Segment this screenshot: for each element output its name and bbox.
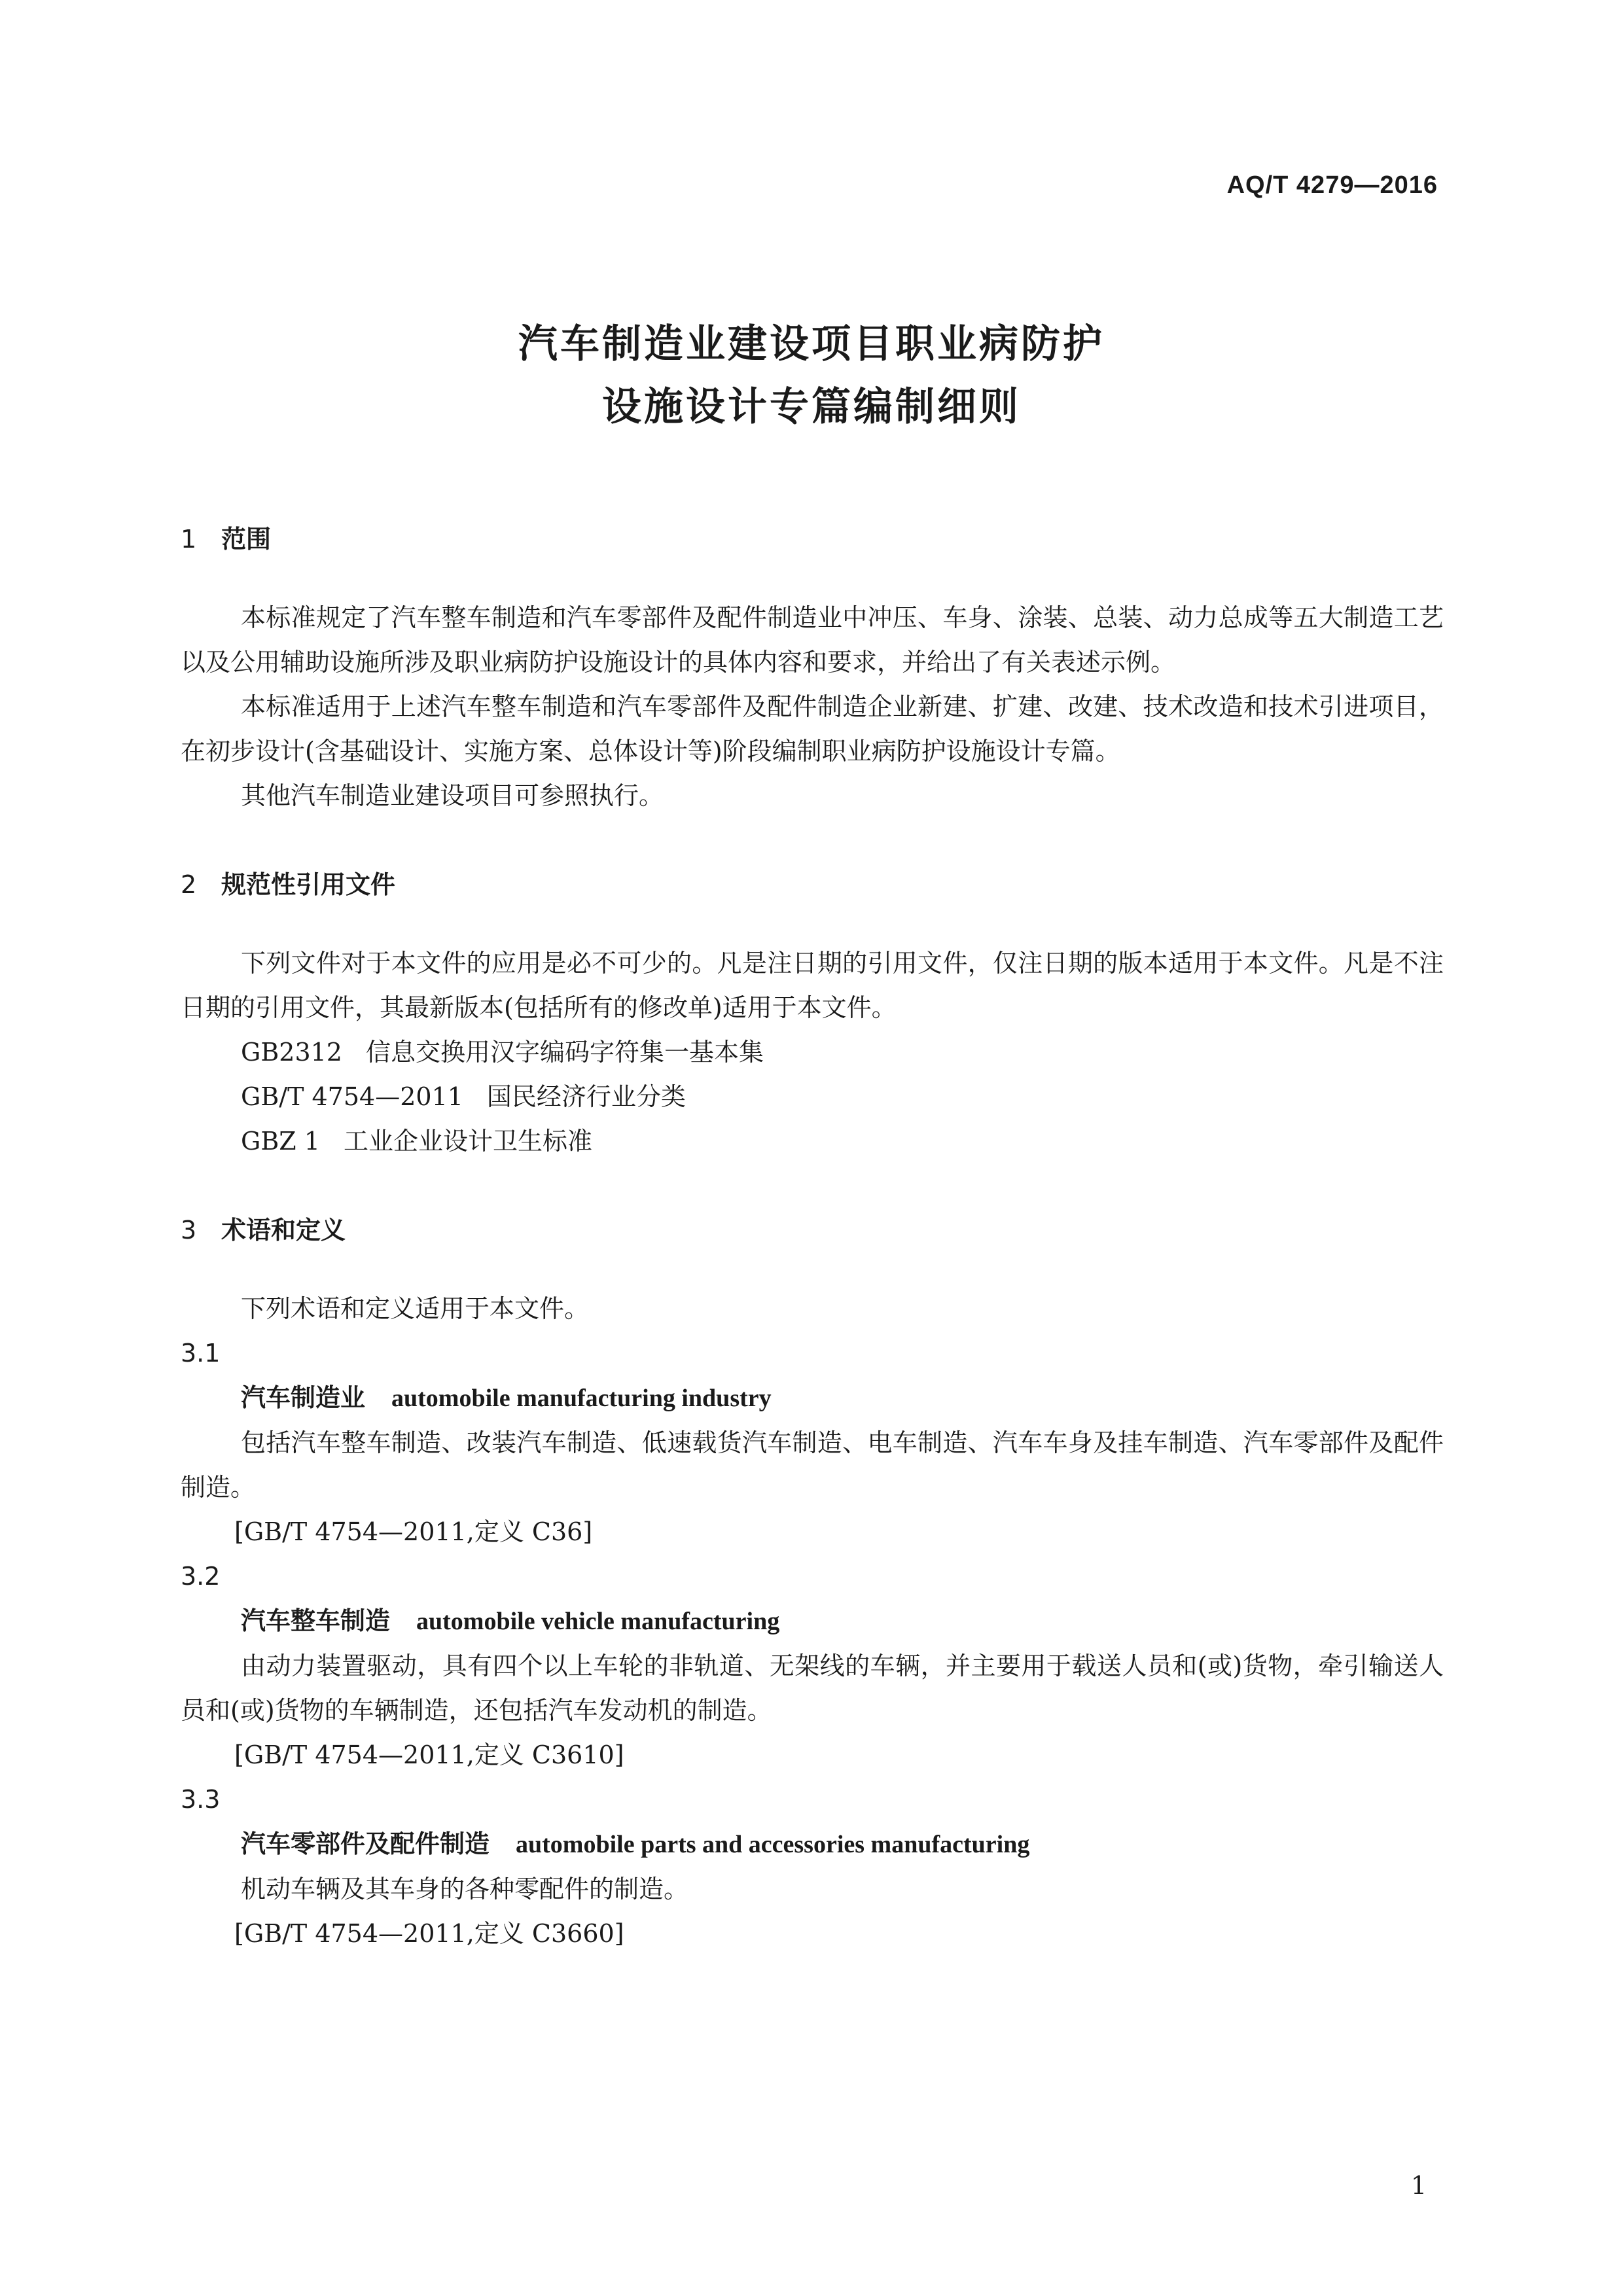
section-3-heading bbox=[181, 1208, 1444, 1252]
section-title: 规范性引用文件 bbox=[221, 870, 396, 899]
term-number: 3.1 bbox=[181, 1339, 221, 1368]
term-source: [GB/T 4754—2011,定义 C3660] bbox=[234, 1919, 624, 1948]
term-definition: 机动车辆及其车身的各种零配件的制造。 bbox=[241, 1875, 689, 1903]
title-line-1: 汽车制造业建设项目职业病防护 bbox=[518, 321, 1105, 367]
reference-item bbox=[181, 1119, 1444, 1163]
section-number: 2 bbox=[181, 870, 197, 899]
reference-item bbox=[181, 1030, 1444, 1074]
term-zh: 汽车零部件及配件制造 bbox=[241, 1829, 490, 1858]
term-number: 3.2 bbox=[181, 1562, 221, 1591]
paragraph: 下列术语和定义适用于本文件。 bbox=[241, 1294, 590, 1323]
section-2-heading bbox=[181, 862, 1444, 907]
section-1-heading bbox=[181, 517, 1444, 561]
term-heading bbox=[181, 1822, 1444, 1867]
term-en: automobile vehicle manufacturing bbox=[416, 1608, 780, 1635]
document-title bbox=[0, 313, 1623, 438]
term-zh: 汽车整车制造 bbox=[241, 1606, 391, 1635]
term-definition: 包括汽车整车制造、改装汽车制造、低速载货汽车制造、电车制造、汽车车身及挂车制造、汽车零部件及配件制造。 bbox=[181, 1428, 1444, 1502]
term-heading bbox=[181, 1375, 1444, 1421]
paragraph: 本标准适用于上述汽车整车制造和汽车零部件及配件制造企业新建、扩建、改建、技术改造和技术引进项目，在初步设计(含基础设计、实施方案、总体设计等)阶段编制职业病防护设施设计专篇。 bbox=[181, 692, 1444, 766]
section-number: 3 bbox=[181, 1216, 197, 1245]
reference-name: 工业企业设计卫生标准 bbox=[343, 1127, 592, 1156]
reference-name: 国民经济行业分类 bbox=[486, 1082, 686, 1111]
term-heading bbox=[181, 1598, 1444, 1644]
document-code: AQ/T 4279—2016 bbox=[1226, 171, 1438, 199]
reference-code: GB/T 4754—2011 bbox=[241, 1082, 463, 1111]
paragraph: 下列文件对于本文件的应用是必不可少的。凡是注日期的引用文件，仅注日期的版本适用于本文件。凡是不注日期的引用文件，其最新版本(包括所有的修改单)适用于本文件。 bbox=[181, 949, 1444, 1022]
term-definition: 由动力装置驱动，具有四个以上车轮的非轨道、无架线的车辆，并主要用于载送人员和(或)货物，牵引输送人员和(或)货物的车辆制造，还包括汽车发动机的制造。 bbox=[181, 1651, 1444, 1725]
term-source: [GB/T 4754—2011,定义 C36] bbox=[234, 1517, 593, 1546]
paragraph: 其他汽车制造业建设项目可参照执行。 bbox=[241, 781, 664, 810]
section-title: 术语和定义 bbox=[221, 1216, 346, 1245]
paragraph: 本标准规定了汽车整车制造和汽车零部件及配件制造业中冲压、车身、涂装、总装、动力总成等五大制造工艺以及公用辅助设施所涉及职业病防护设施设计的具体内容和要求，并给出了有关表述示例。 bbox=[181, 603, 1444, 677]
term-en: automobile manufacturing industry bbox=[391, 1385, 772, 1412]
reference-name: 信息交换用汉字编码字符集一基本集 bbox=[366, 1038, 764, 1067]
reference-item bbox=[181, 1074, 1444, 1119]
page-number: 1 bbox=[1410, 2171, 1427, 2200]
section-title: 范围 bbox=[221, 525, 272, 554]
term-en: automobile parts and accessories manufacturing bbox=[516, 1831, 1030, 1858]
reference-code: GB2312 bbox=[241, 1038, 342, 1067]
reference-code: GBZ 1 bbox=[241, 1127, 320, 1156]
title-line-2: 设施设计专篇编制细则 bbox=[602, 384, 1021, 430]
term-number: 3.3 bbox=[181, 1785, 221, 1814]
section-number: 1 bbox=[181, 525, 197, 554]
document-body bbox=[181, 517, 1444, 1956]
term-zh: 汽车制造业 bbox=[241, 1383, 366, 1412]
term-source: [GB/T 4754—2011,定义 C3610] bbox=[234, 1740, 624, 1769]
